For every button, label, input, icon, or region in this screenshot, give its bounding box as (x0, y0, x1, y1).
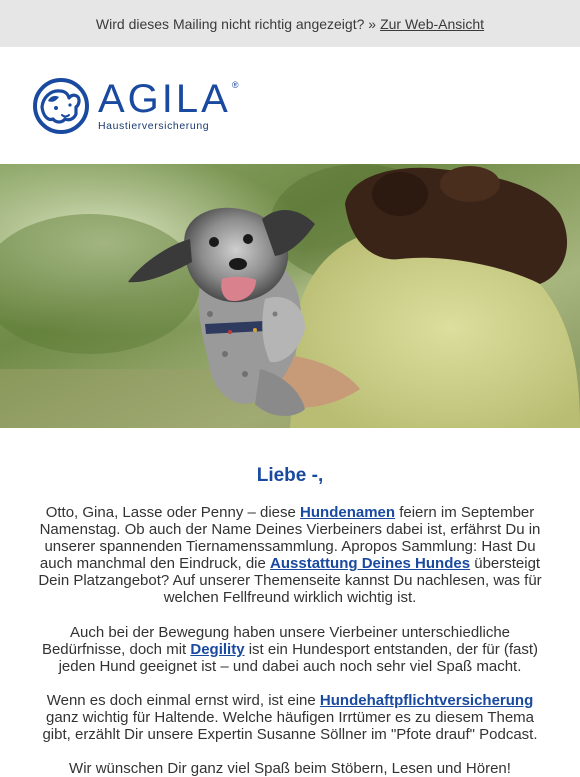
header (0, 47, 580, 164)
paragraph-names-equipment (30, 504, 550, 607)
logo-subtitle: Haustierversicherung (98, 120, 210, 132)
paragraph-degility (30, 624, 550, 675)
p2-text-1: Auch bei der Bewegung haben unsere Vierbeiner unterschiedliche Bedürfnisse, doch mit (41, 623, 511, 658)
paragraph-liability (30, 692, 550, 743)
registered-mark: ® (231, 80, 242, 90)
link-hundehaftpflicht[interactable]: Hundehaftpflichtversicherung (319, 691, 534, 709)
p3-text-1: Wenn es doch einmal ernst wird, ist eine (46, 691, 320, 709)
agila-pets-logo-icon (32, 77, 90, 135)
p1-text-1: Otto, Gina, Lasse oder Penny – diese (45, 504, 301, 521)
link-hundenamen[interactable]: Hundenamen (300, 504, 396, 521)
p2-text-2: ist ein Hundesport entstanden, der für (fast) jeden Hund geeignet ist – und dabei auch noch sehr viel Spaß macht. (58, 640, 539, 675)
webview-notice-text: Wird dieses Mailing nicht richtig angezeigt? » (95, 15, 377, 32)
hero-image[interactable] (0, 164, 580, 428)
p1-text-3: übersteigt Dein Platzangebot? Auf unserer Themenseite kannst Du nachlesen, was für welchen Fellfreund wirklich wichtig ist. (38, 555, 542, 607)
logo-name: AGILA (98, 77, 231, 121)
paragraph-closing (30, 760, 550, 777)
link-degility[interactable]: Degility (190, 640, 245, 658)
agila-logo[interactable] (32, 77, 241, 135)
link-ausstattung[interactable]: Ausstattung Deines Hundes (270, 555, 471, 573)
logo-text-block (98, 79, 241, 132)
p4-text-1: Wir wünschen Dir ganz viel Spaß beim Stöbern, Lesen und Hören! (69, 760, 511, 777)
webview-notice-bar (0, 0, 580, 47)
p1-text-2: feiern im September Namenstag. Ob auch der Name Deines Vierbeiners dabei ist, erfährst Du in unserer spannenden Tiernamenssammlung. Apropos Sammlung: Hast Du auch manchmal den Eindruck, die (39, 504, 541, 573)
mail-body (0, 465, 580, 777)
p3-text-2: ganz wichtig für Haltende. Welche häufigen Irrtümer es zu diesem Thema gibt, erzählt Dir unsere Expertin Susanne Söllner im "Pfote drauf" Podcast. (42, 708, 538, 744)
logo-wordmark (98, 79, 241, 119)
greeting: Liebe -, (256, 465, 324, 486)
web-view-link[interactable]: Zur Web-Ansicht (380, 15, 485, 32)
